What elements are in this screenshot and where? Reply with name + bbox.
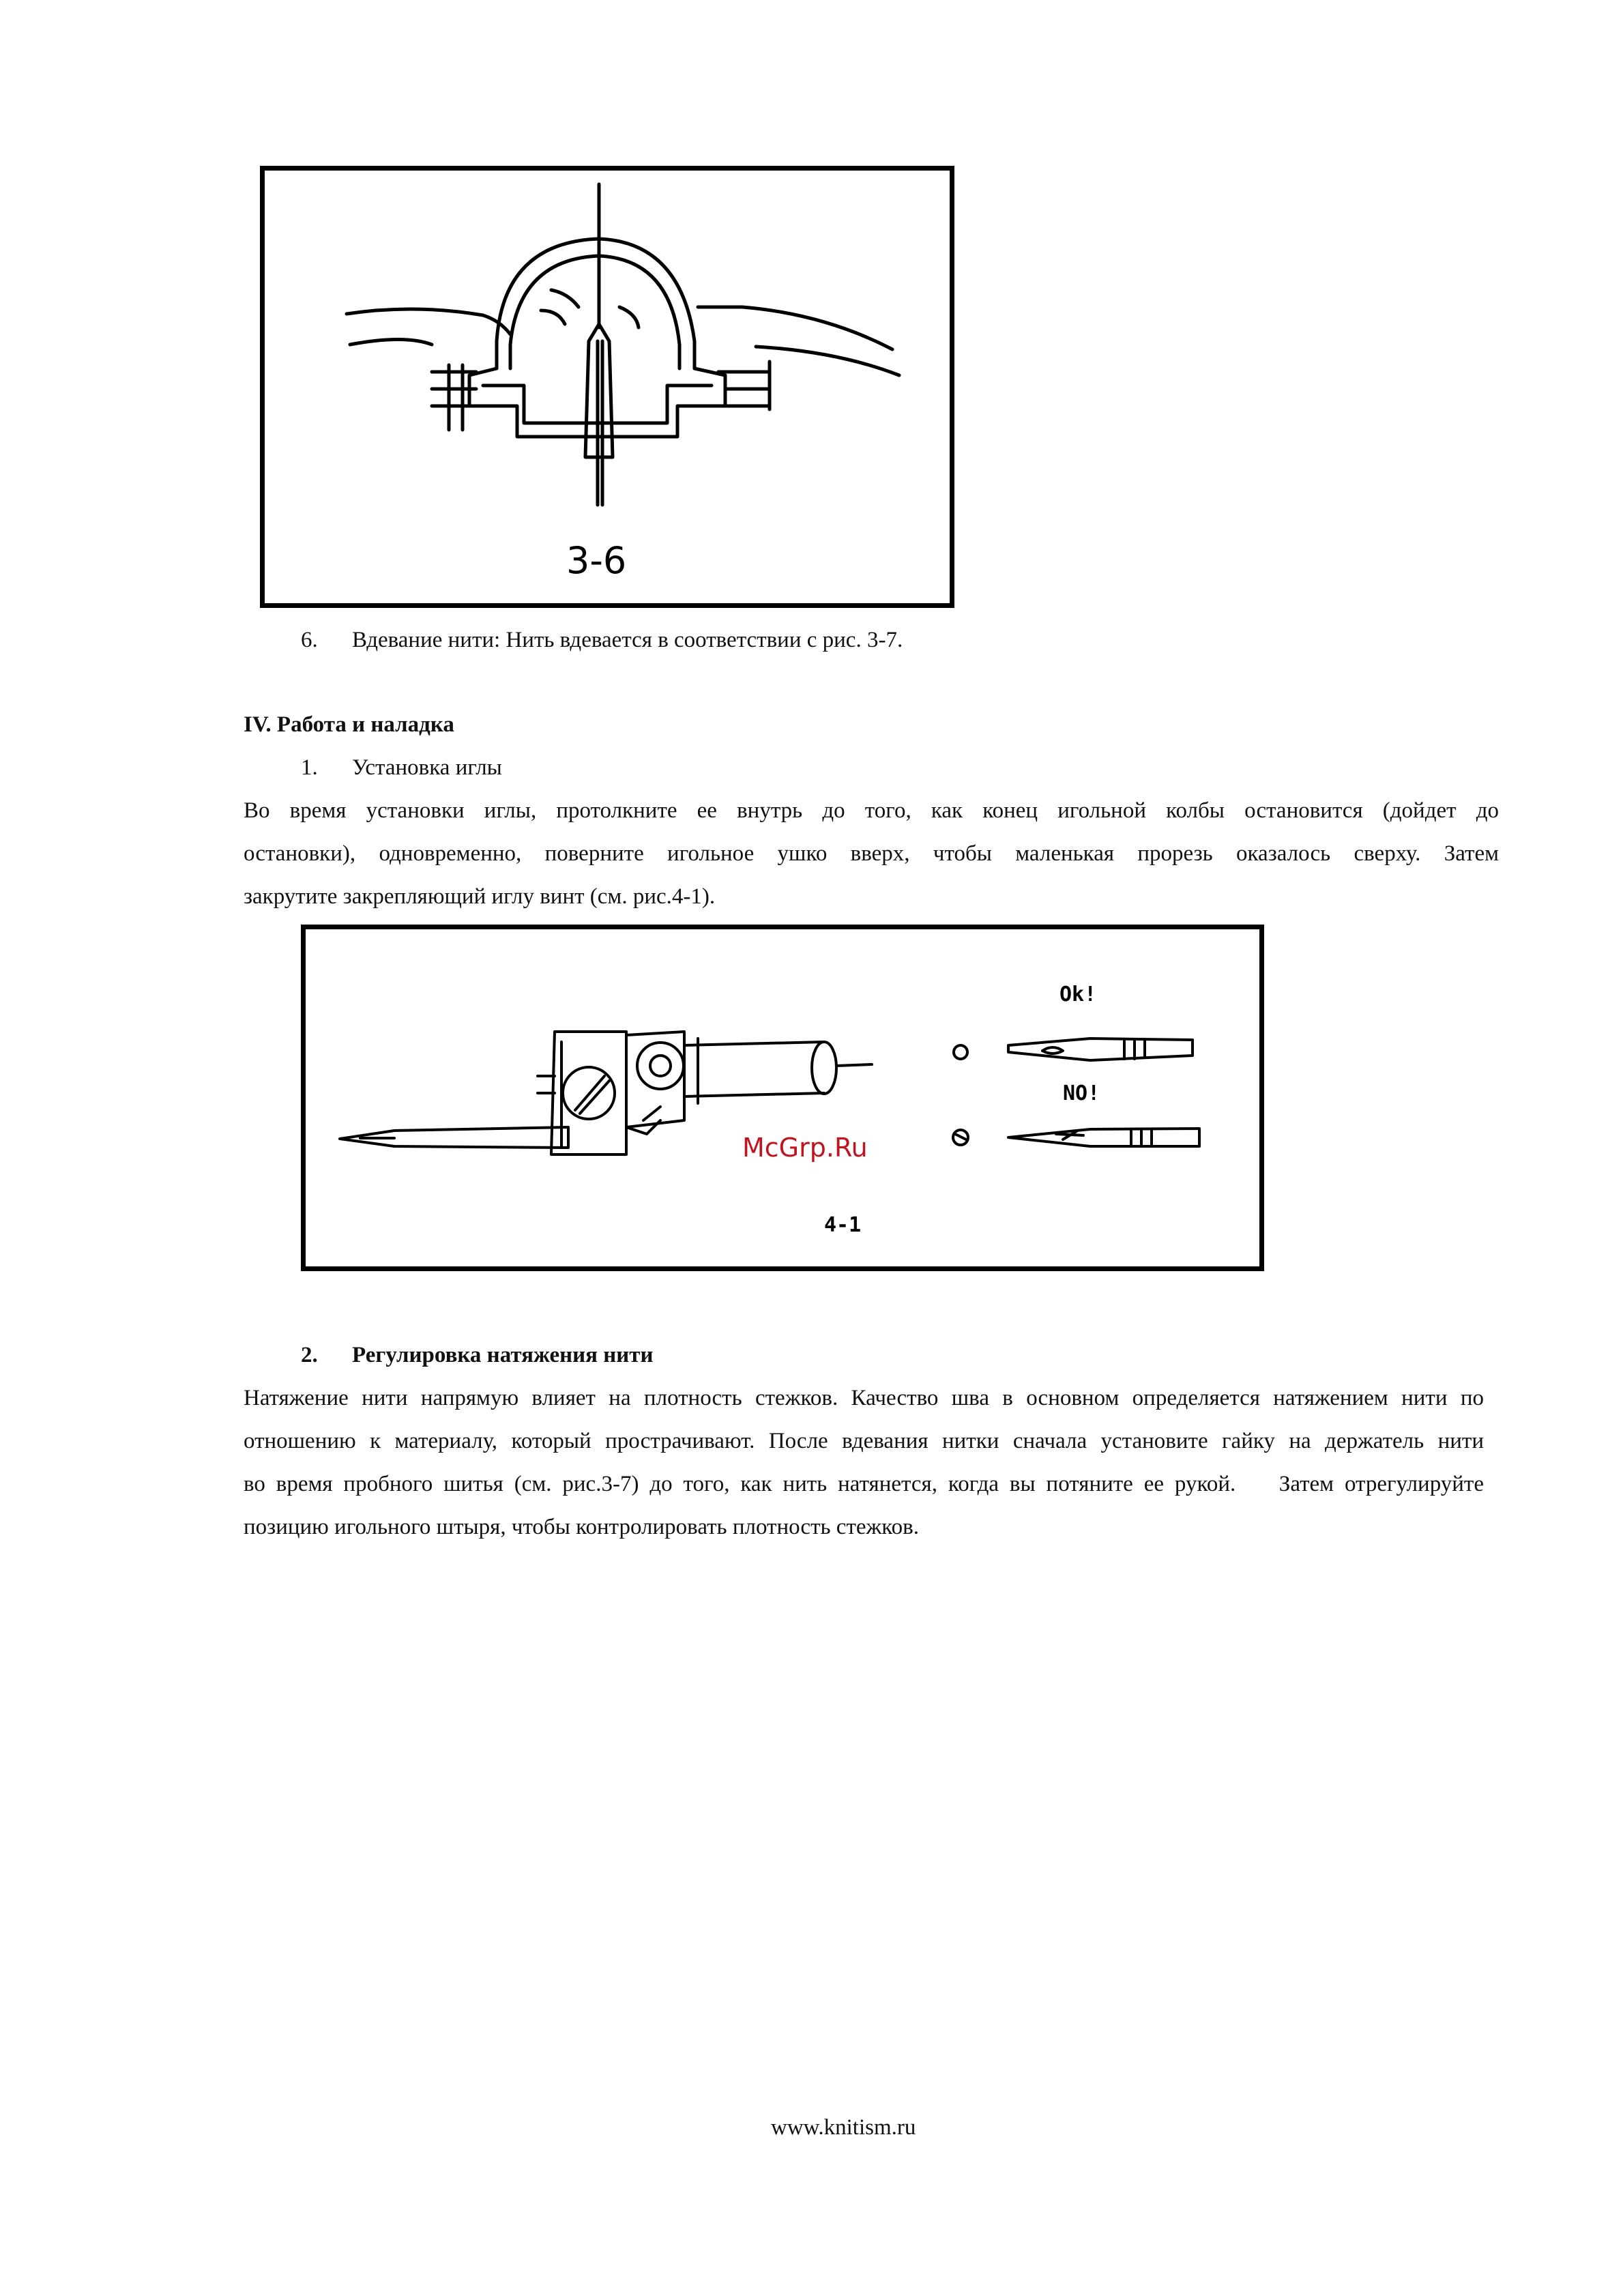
figure-4-1-no-label: NO!: [1063, 1081, 1100, 1105]
watermark: McGrp.Ru: [742, 1133, 868, 1163]
list-item-1-title: Установка иглы: [352, 755, 502, 780]
list-item-1-number: 1.: [301, 755, 318, 780]
figure-4-1: [301, 925, 1264, 1271]
paragraph-1-line-3: закрутите закрепляющий иглу винт (см. рис.4-1).: [244, 884, 716, 909]
figure-4-1-drawing: [306, 929, 1259, 1266]
paragraph-2-line-1: Натяжение нити напрямую влияет на плотность стежков. Качество шва в основном определяется натяжением нити по: [244, 1386, 1484, 1410]
paragraph-2-line-4: позицию игольного штыря, чтобы контролировать плотность стежков.: [244, 1515, 919, 1539]
figure-4-1-caption: 4-1: [824, 1213, 862, 1237]
figure-3-6-caption: 3-6: [566, 539, 627, 582]
paragraph-1-line-2: остановки), одновременно, поверните игольное ушко вверх, чтобы маленькая прорезь оказалось сверху. Затем: [244, 841, 1499, 866]
list-item-2-title: Регулировка натяжения нити: [352, 1343, 654, 1367]
paragraph-1-line-1: Во время установки иглы, протолкните ее внутрь до того, как конец игольной колбы остановится (дойдет до: [244, 798, 1499, 823]
footer-url[interactable]: www.knitism.ru: [771, 2115, 916, 2140]
list-item-2-number: 2.: [301, 1343, 318, 1367]
figure-3-6-drawing: [265, 171, 950, 603]
paragraph-2-line-2: отношению к материалу, который прострачивают. После вдевания нитки сначала установите гайку на держатель нити: [244, 1429, 1484, 1453]
list-item-6-text: Вдевание нити: Нить вдевается в соответствии с рис. 3-7.: [352, 628, 903, 652]
figure-3-6: [260, 166, 954, 608]
figure-4-1-ok-label: Ok!: [1059, 983, 1097, 1006]
section-heading: IV. Работа и наладка: [244, 712, 454, 737]
list-item-6-number: 6.: [301, 628, 318, 652]
paragraph-2-line-3: во время пробного шитья (см. рис.3-7) до того, как нить натянется, когда вы потяните ее рукой. Затем отрегулируйте: [244, 1472, 1484, 1496]
